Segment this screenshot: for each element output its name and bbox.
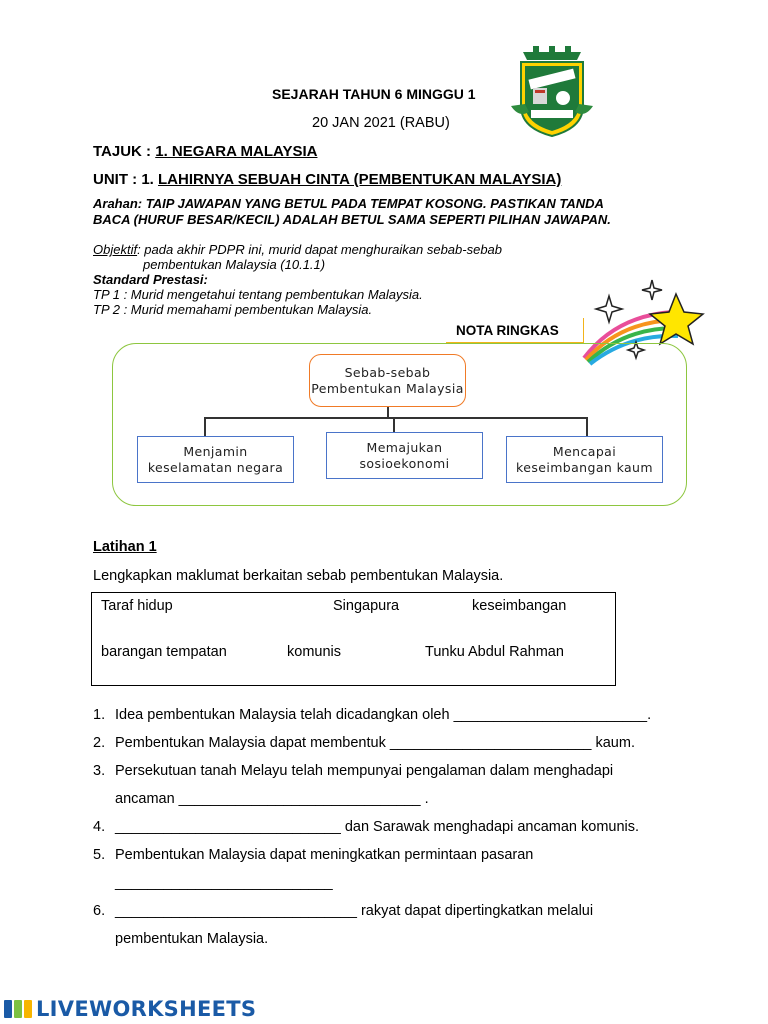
topic-value: 1. NEGARA MALAYSIA	[155, 143, 318, 160]
question-1-text[interactable]: Idea pembentukan Malaysia telah dicadangkan oleh ________________________.	[115, 707, 652, 723]
question-6-line-2: pembentukan Malaysia.	[115, 931, 269, 947]
objective	[93, 242, 563, 272]
exercise-title: Latihan 1	[93, 539, 157, 555]
unit-prefix: UNIT : 1.	[93, 171, 159, 188]
child-node-line-1: Memajukan	[366, 439, 443, 455]
question-number: 4.	[93, 819, 106, 835]
tp1-text: TP 1 : Murid mengetahui tentang pembentukan Malaysia.	[93, 287, 423, 302]
word-bank-item: keseimbangan	[472, 598, 567, 614]
diagram-child-node	[137, 436, 294, 483]
word-bank-item: Tunku Abdul Rahman	[425, 644, 564, 660]
instruction-arahan	[93, 196, 653, 227]
root-node-line-2: Pembentukan Malaysia	[311, 380, 464, 396]
question-4-text[interactable]: ____________________________ dan Sarawak menghadapi ancaman komunis.	[115, 819, 640, 835]
diagram-root-node	[309, 354, 466, 407]
diagram-connector	[204, 417, 206, 436]
worksheet-title: SEJARAH TAHUN 6 MINGGU 1	[272, 86, 476, 102]
worksheet-date: 20 JAN 2021 (RABU)	[312, 115, 450, 131]
question-3-line-1: Persekutuan tanah Melayu telah mempunyai pengalaman dalam menghadapi	[115, 763, 614, 779]
question-number: 3.	[93, 763, 106, 779]
root-node-line-1: Sebab-sebab	[344, 364, 431, 380]
school-crest-icon	[511, 46, 593, 138]
tp2-text: TP 2 : Murid memahami pembentukan Malaysia.	[93, 302, 373, 317]
liveworksheets-brand: LIVEWORKSHEETS	[36, 997, 257, 1021]
topic-prefix: TAJUK :	[93, 143, 156, 160]
question-2-text[interactable]: Pembentukan Malaysia dapat membentuk _________________________ kaum.	[115, 735, 635, 751]
question-number: 6.	[93, 903, 106, 919]
question-3-line-2[interactable]: ancaman ______________________________ .	[115, 791, 429, 807]
objective-line-2: pembentukan Malaysia (10.1.1)	[143, 257, 326, 272]
child-node-line-2: keseimbangan kaum	[516, 459, 653, 475]
exercise-instruction: Lengkapkan maklumat berkaitan sebab pembentukan Malaysia.	[93, 568, 504, 584]
question-number: 2.	[93, 735, 106, 751]
word-bank-item: Taraf hidup	[101, 598, 173, 614]
question-number: 1.	[93, 707, 106, 723]
unit-line	[93, 171, 561, 188]
nota-ringkas-label: NOTA RINGKAS	[446, 318, 584, 343]
child-node-line-1: Mencapai	[552, 443, 617, 459]
diagram-child-node	[506, 436, 663, 483]
objective-label: Objektif	[93, 242, 138, 257]
diagram-connector	[586, 417, 588, 436]
child-node-line-1: Menjamin	[183, 443, 248, 459]
question-5-line-1: Pembentukan Malaysia dapat meningkatkan permintaan pasaran	[115, 847, 534, 863]
standard-prestasi-label: Standard Prestasi:	[93, 272, 208, 287]
child-node-line-2: keselamatan negara	[147, 459, 284, 475]
question-number: 5.	[93, 847, 106, 863]
arahan-line-1: Arahan: TAIP JAWAPAN YANG BETUL PADA TEMPAT KOSONG. PASTIKAN TANDA	[93, 196, 604, 211]
objective-line-1: : pada akhir PDPR ini, murid dapat menghuraikan sebab-sebab	[137, 242, 503, 257]
liveworksheets-footer	[4, 996, 256, 1022]
word-bank-box	[91, 592, 616, 686]
word-bank-item: barangan tempatan	[101, 644, 227, 660]
word-bank-item: Singapura	[333, 598, 400, 614]
diagram-child-node	[326, 432, 483, 479]
child-node-line-2: sosioekonomi	[359, 455, 450, 471]
liveworksheets-logo-icon	[4, 998, 32, 1020]
question-6-line-1[interactable]: ______________________________ rakyat dapat dipertingkatkan melalui	[115, 903, 594, 919]
word-bank-item: komunis	[287, 644, 341, 660]
diagram-connector	[204, 417, 587, 419]
unit-value: LAHIRNYA SEBUAH CINTA (PEMBENTUKAN MALAYSIA)	[158, 171, 562, 188]
topic-line	[93, 143, 317, 160]
diagram-connector	[393, 417, 395, 432]
arahan-line-2: BACA (HURUF BESAR/KECIL) ADALAH BETUL SAMA SEPERTI PILIHAN JAWAPAN.	[93, 211, 611, 227]
question-5-line-2[interactable]: ___________________________	[115, 875, 333, 891]
